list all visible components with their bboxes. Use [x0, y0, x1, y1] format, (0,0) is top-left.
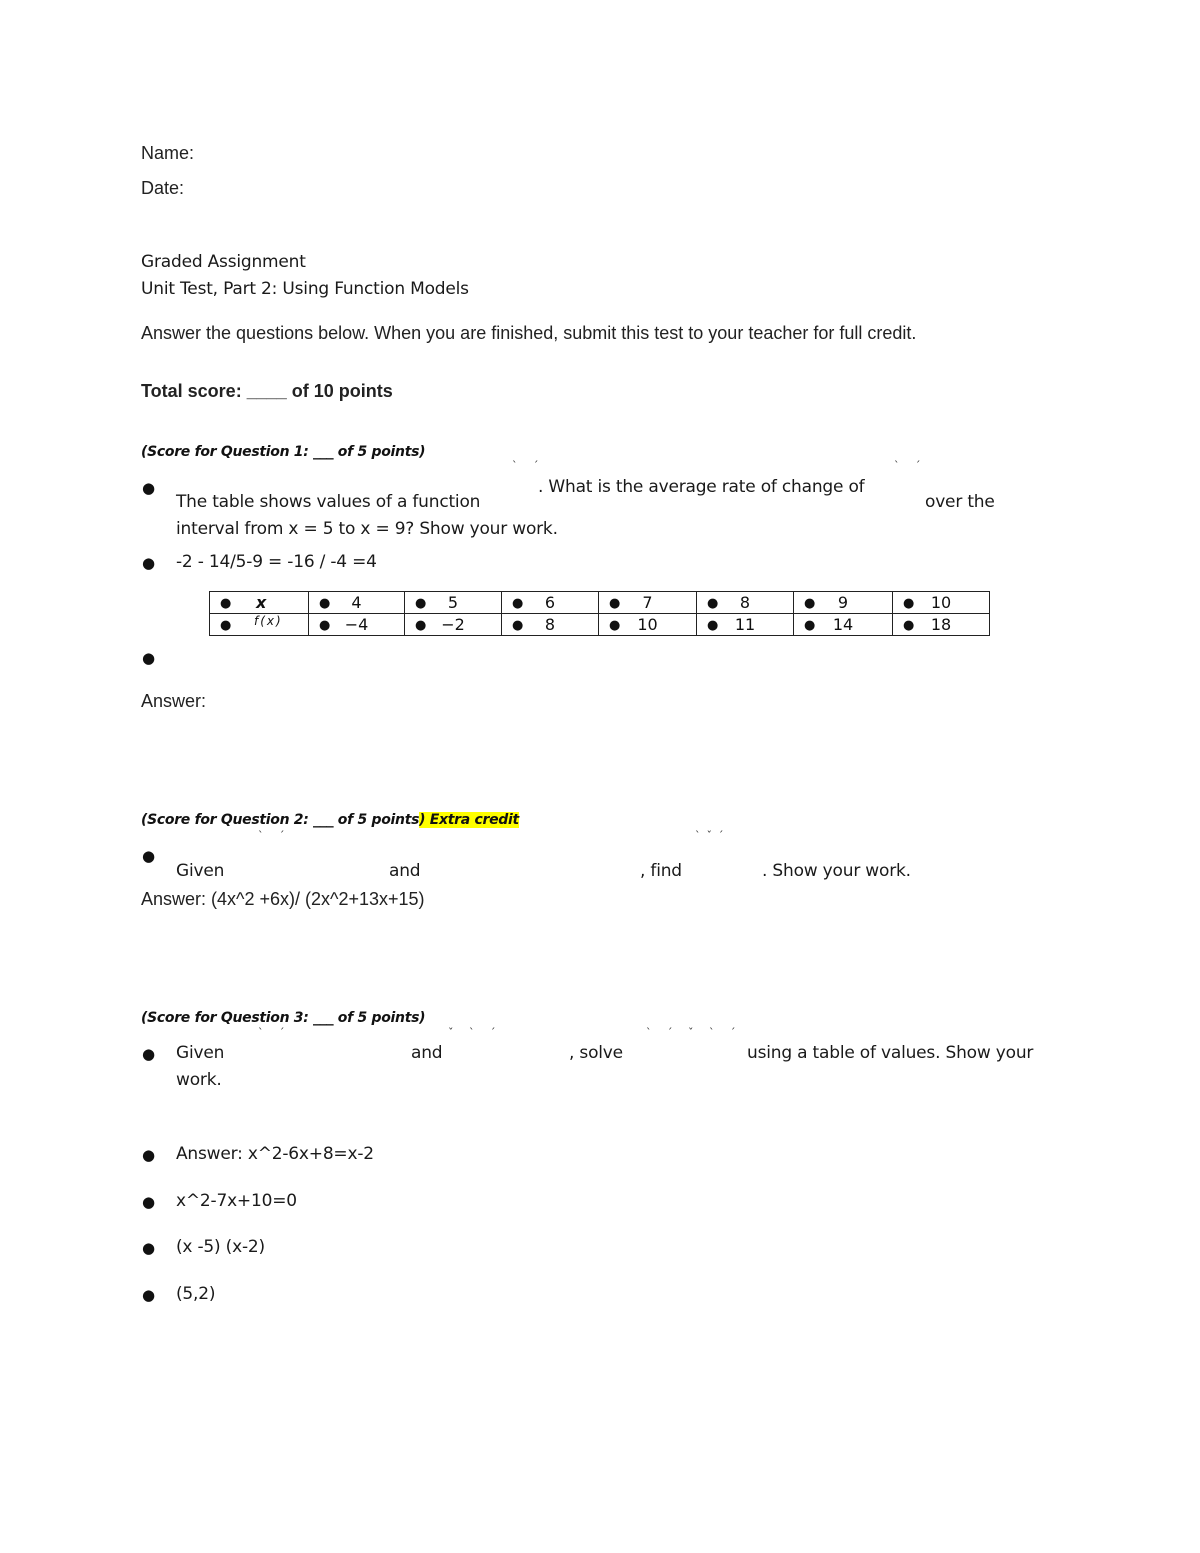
- table-row-x: [210, 592, 990, 614]
- date-label: Date:: [141, 178, 185, 198]
- bullet-icon: ●: [142, 1045, 156, 1063]
- bullet-icon: ●: [142, 1239, 156, 1257]
- q2-find: , find: [640, 861, 682, 881]
- q3-equation-fragment-3: ` ´ ˇ ` ´: [646, 1026, 742, 1039]
- q1-text-a: The table shows values of a function: [176, 492, 481, 512]
- table-cell: ● 11: [697, 614, 794, 636]
- q3-equation-fragment: ` ´: [258, 1026, 291, 1039]
- q1-text-c: over the: [925, 492, 995, 512]
- bullet-icon: ●: [142, 649, 156, 667]
- table-cell: ● 9: [794, 592, 893, 614]
- bullet-icon: ●: [142, 1146, 156, 1164]
- q2-given: Given: [176, 861, 225, 881]
- function-values-table: [209, 591, 990, 636]
- q2-and: and: [389, 861, 421, 881]
- q3-rest2: work.: [176, 1070, 222, 1090]
- table-cell: ● 10: [599, 614, 697, 636]
- q3-step: Answer: x^2-6x+8=x-2: [176, 1144, 374, 1164]
- table-cell: ● 4: [309, 592, 405, 614]
- instructions: Answer the questions below. When you are finished, submit this test to your teacher for full credit.: [141, 323, 917, 343]
- q1-text-b: . What is the average rate of change of: [538, 477, 865, 497]
- table-cell: ● x: [210, 592, 309, 614]
- q1-equation-fragment-2: ` ´: [894, 459, 927, 472]
- bullet-icon: ●: [142, 1286, 156, 1304]
- name-label: Name:: [141, 143, 195, 163]
- q3-step: (5,2): [176, 1284, 216, 1304]
- q2-equation-fragment-2: `ˇ´: [695, 829, 730, 842]
- table-cell: ● 14: [794, 614, 893, 636]
- bullet-icon: ●: [142, 554, 156, 572]
- q2-equation-fragment: ` ´: [258, 829, 291, 842]
- table-cell: ● 8: [697, 592, 794, 614]
- table-cell: ● 5: [405, 592, 502, 614]
- table-cell: ● −4: [309, 614, 405, 636]
- q3-and: and: [411, 1043, 443, 1063]
- total-score: Total score: ____ of 10 points: [141, 381, 393, 401]
- extra-credit-highlight: ) Extra credit: [419, 812, 519, 828]
- q1-equation-fragment: ` ´: [512, 459, 545, 472]
- q3-rest: using a table of values. Show your: [747, 1043, 1034, 1063]
- q3-step: x^2-7x+10=0: [176, 1191, 297, 1211]
- table-cell: ● f(x): [210, 614, 309, 636]
- q1-score: (Score for Question 1: ___ of 5 points): [141, 444, 426, 460]
- table-cell: ● 8: [502, 614, 599, 636]
- bullet-icon: ●: [142, 1193, 156, 1211]
- q2-show: . Show your work.: [762, 861, 911, 881]
- q1-work: -2 - 14/5-9 = -16 / -4 =4: [176, 552, 377, 572]
- bullet-icon: ●: [142, 479, 156, 497]
- q3-solve: , solve: [569, 1043, 623, 1063]
- table-row-fx: [210, 614, 990, 636]
- bullet-icon: ●: [142, 847, 156, 865]
- q2-score: (Score for Question 2: ___ of 5 points) Extra credit: [141, 812, 519, 828]
- q1-answer-label: Answer:: [141, 691, 207, 711]
- table-cell: ● 6: [502, 592, 599, 614]
- page-title: Unit Test, Part 2: Using Function Models: [141, 279, 469, 299]
- table-cell: ● 7: [599, 592, 697, 614]
- q2-answer: Answer: (4x^2 +6x)/ (2x^2+13x+15): [141, 889, 425, 909]
- q3-step: (x -5) (x-2): [176, 1237, 265, 1257]
- table-cell: ● 10: [893, 592, 990, 614]
- q3-equation-fragment-2: ˇ ` ´: [448, 1026, 502, 1039]
- table-cell: ● 18: [893, 614, 990, 636]
- assignment-type: Graded Assignment: [141, 252, 306, 272]
- q3-given: Given: [176, 1043, 225, 1063]
- q3-score: (Score for Question 3: ___ of 5 points): [141, 1010, 426, 1026]
- q1-text-d: interval from x = 5 to x = 9? Show your work.: [176, 519, 558, 539]
- table-cell: ● −2: [405, 614, 502, 636]
